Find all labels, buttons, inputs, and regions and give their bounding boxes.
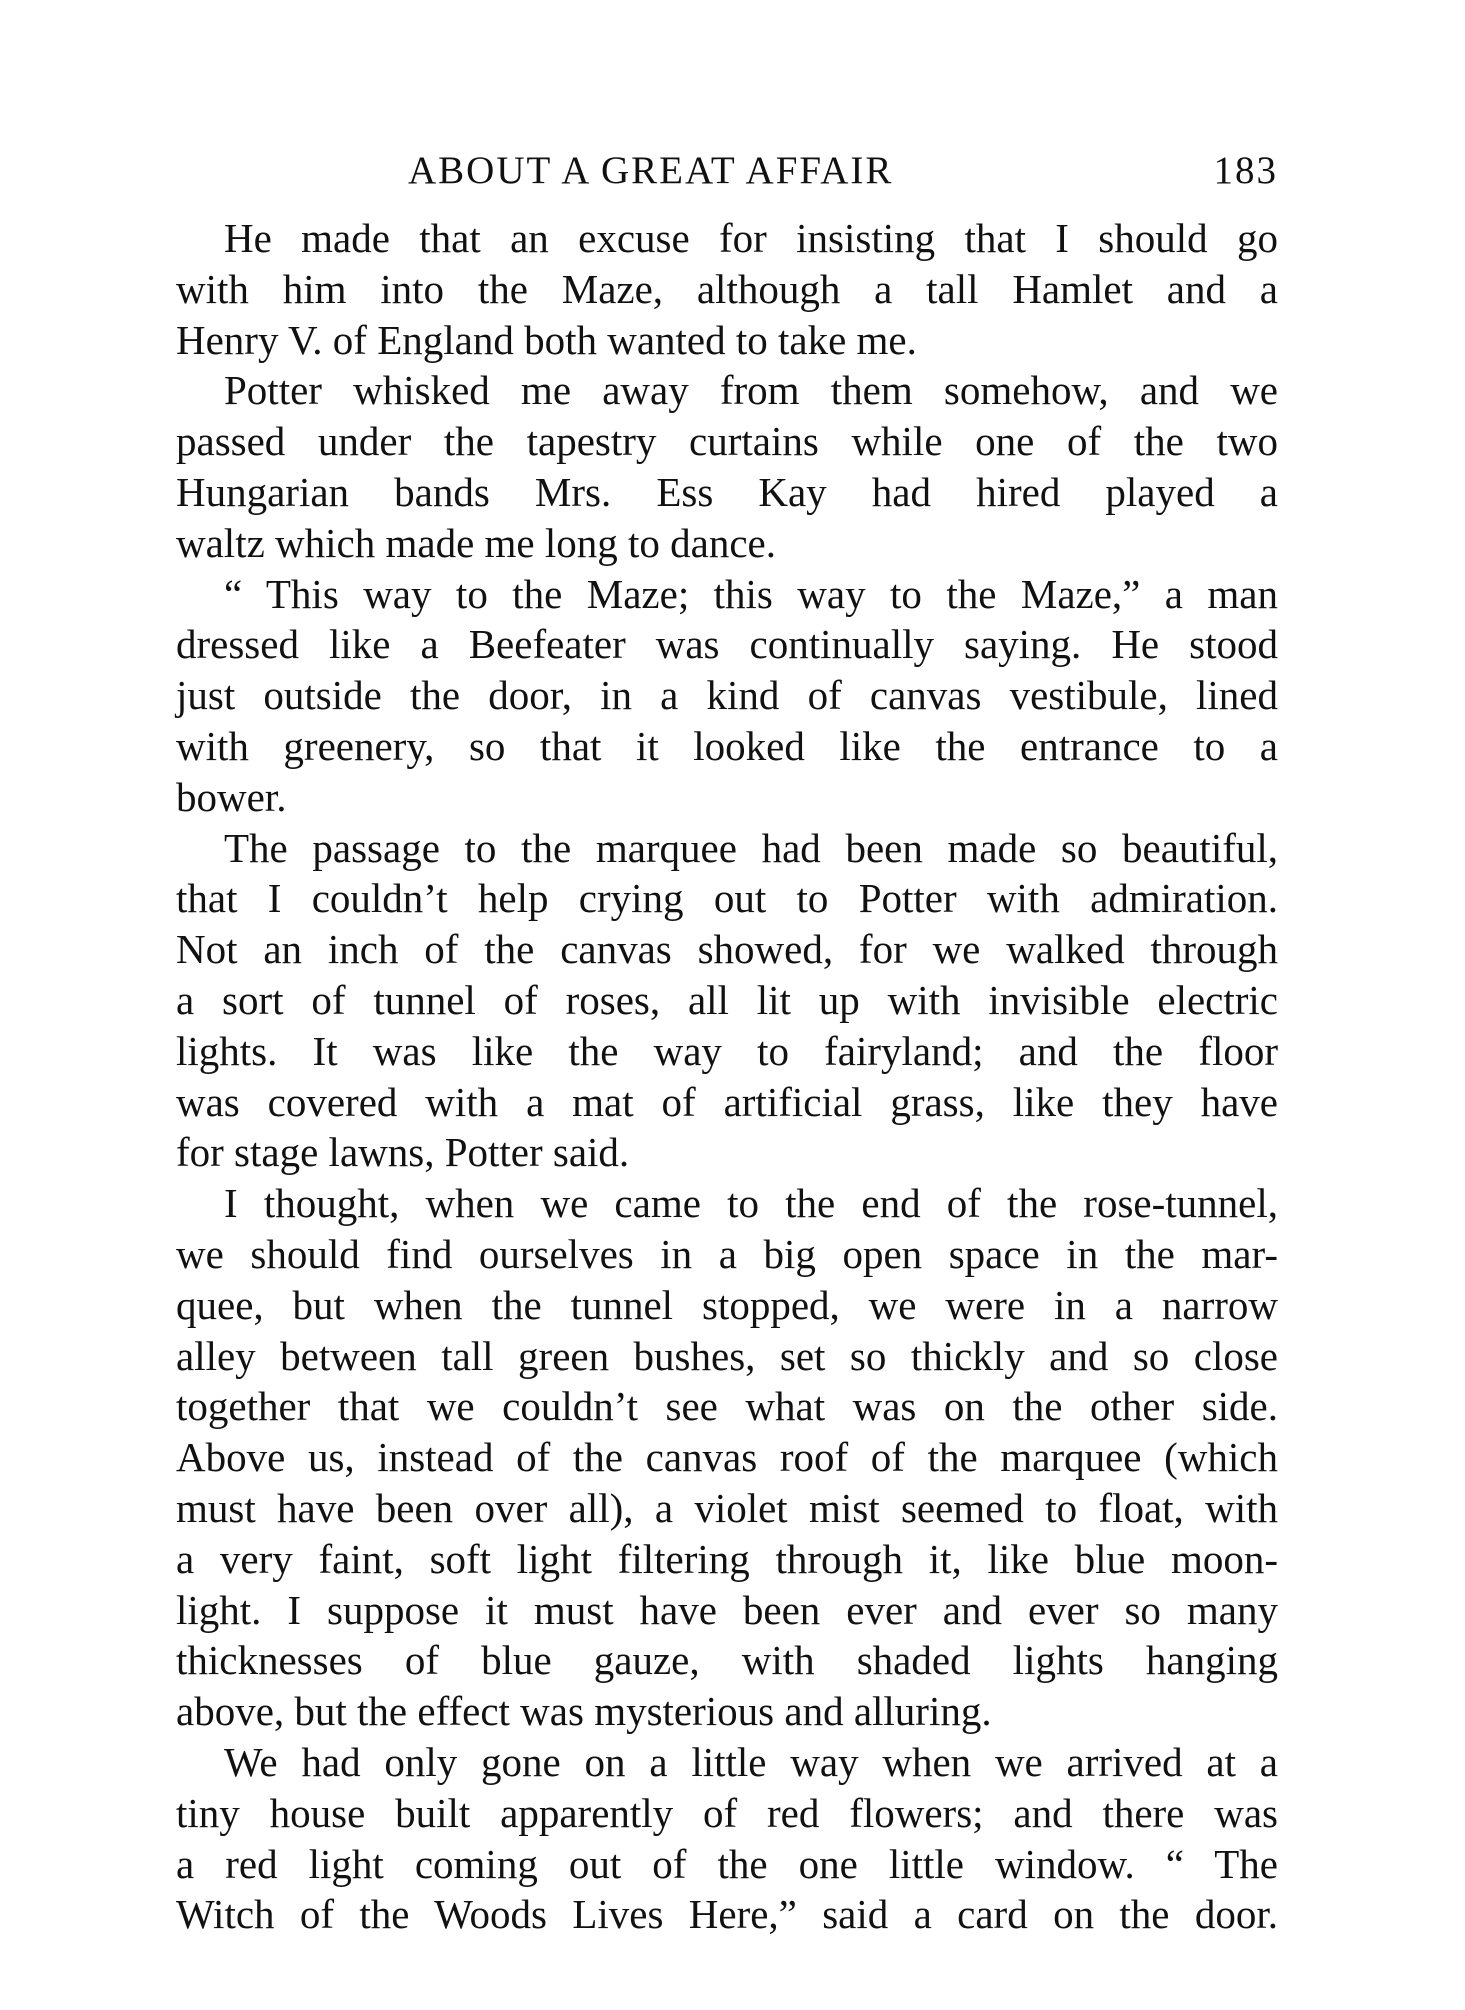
paragraph: [176, 365, 1278, 568]
paragraph: [176, 569, 1278, 823]
text-line: must have been over all), a violet mist seemed to float, with: [176, 1484, 1278, 1531]
body-text: [176, 213, 1278, 1940]
text-line: we should find ourselves in a big open space in the mar-: [176, 1230, 1278, 1277]
text-line: with him into the Maze, although a tall Hamlet and a: [176, 265, 1278, 312]
text-line: quee, but when the tunnel stopped, we were in a narrow: [176, 1281, 1278, 1328]
text-line: He made that an excuse for insisting that I should go: [224, 215, 1278, 261]
paragraph: [176, 213, 1278, 365]
running-head: [176, 148, 1278, 196]
text-line: just outside the door, in a kind of canvas vestibule, lined: [176, 672, 1278, 719]
text-line: thicknesses of blue gauze, with shaded lights hanging: [176, 1637, 1278, 1684]
text-line: bower.: [176, 773, 287, 820]
text-line: together that we couldn’t see what was on the other side.: [176, 1383, 1278, 1430]
text-line: a very faint, soft light filtering through it, like blue moon-: [176, 1535, 1278, 1582]
text-line: tiny house built apparently of red flowers; and there was: [176, 1789, 1278, 1836]
text-line: waltz which made me long to dance.: [176, 519, 776, 566]
text-line: that I couldn’t help crying out to Potter with admiration.: [176, 875, 1278, 922]
text-line: for stage lawns, Potter said.: [176, 1129, 630, 1176]
paragraph: [176, 1737, 1278, 1940]
text-line: “ This way to the Maze; this way to the Maze,” a man: [224, 570, 1278, 617]
text-line: Potter whisked me away from them somehow, and we: [224, 367, 1278, 414]
text-line: lights. It was like the way to fairyland; and the floor: [176, 1027, 1278, 1074]
running-title: ABOUT A GREAT AFFAIR: [408, 149, 894, 192]
text-line: Hungarian bands Mrs. Ess Kay had hired played a: [176, 468, 1278, 515]
text-line: Not an inch of the canvas showed, for we walked through: [176, 926, 1278, 973]
text-line: with greenery, so that it looked like the entrance to a: [176, 722, 1278, 769]
paragraph: [176, 1178, 1278, 1737]
text-line: The passage to the marquee had been made so beautiful,: [224, 824, 1278, 871]
text-line: Henry V. of England both wanted to take me.: [176, 316, 917, 363]
text-line: a red light coming out of the one little window. “ The: [176, 1840, 1278, 1887]
page-number: 183: [1213, 149, 1278, 192]
text-line: was covered with a mat of artificial grass, like they have: [176, 1078, 1278, 1125]
text-line: alley between tall green bushes, set so thickly and so close: [176, 1332, 1278, 1379]
text-line: a sort of tunnel of roses, all lit up with invisible electric: [176, 976, 1278, 1023]
text-line: Above us, instead of the canvas roof of the marquee (which: [176, 1434, 1278, 1481]
text-line: light. I suppose it must have been ever and ever so many: [176, 1586, 1278, 1633]
paragraph: [176, 823, 1278, 1179]
text-line: dressed like a Beefeater was continually saying. He stood: [176, 621, 1278, 668]
text-line: We had only gone on a little way when we arrived at a: [224, 1738, 1278, 1785]
text-line: Witch of the Woods Lives Here,” said a card on the door.: [176, 1891, 1278, 1938]
text-line: I thought, when we came to the end of the rose-tunnel,: [224, 1180, 1278, 1227]
text-line: above, but the effect was mysterious and alluring.: [176, 1688, 992, 1735]
text-line: passed under the tapestry curtains while one of the two: [176, 418, 1278, 465]
